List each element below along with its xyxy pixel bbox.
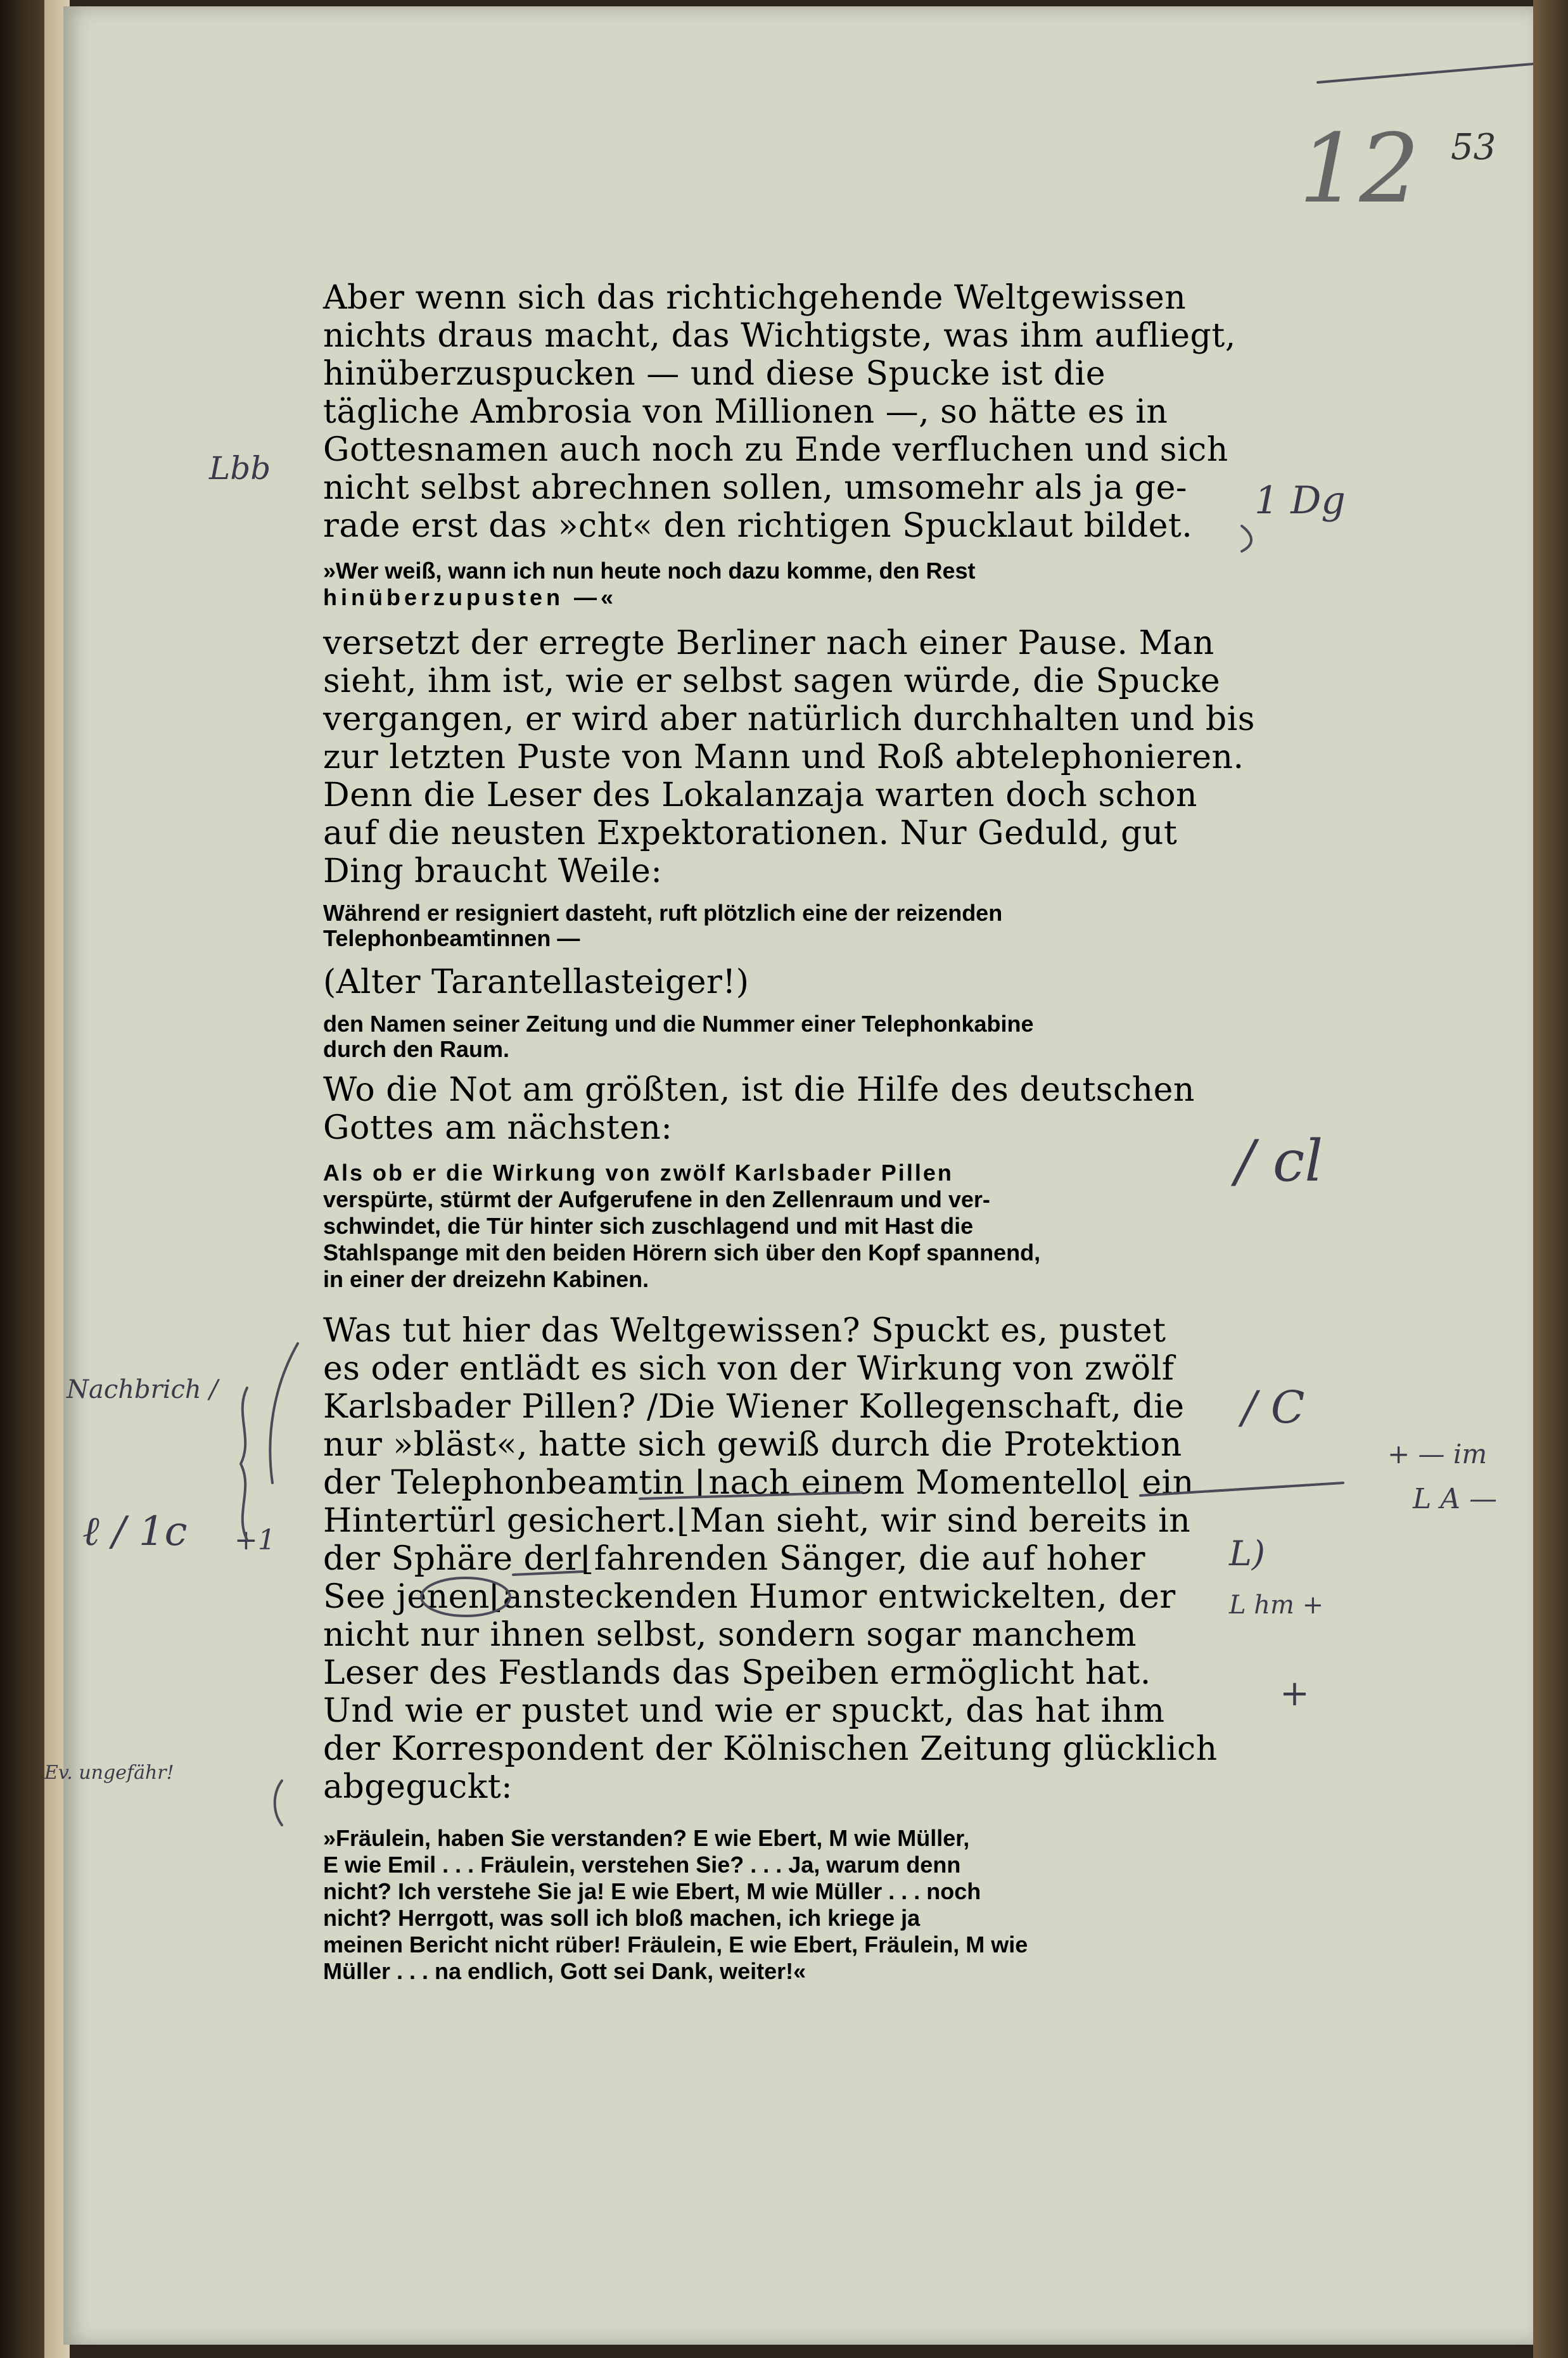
text-line: der Telephonbeamtin ⌊nach einem Momentello⌊ ein: [323, 1464, 1194, 1502]
text-line: es oder entlädt es sich von der Wirkung von zwölf: [323, 1350, 1175, 1388]
margin-note: + — im: [1387, 1439, 1488, 1470]
margin-note: Ev. ungefähr!: [44, 1762, 174, 1784]
text-line: Wo die Not am größten, ist die Hilfe des deutschen: [323, 1071, 1195, 1109]
page-number-handwritten: 12: [1299, 114, 1420, 224]
text-line: den Namen seiner Zeitung und die Nummer einer Telephonkabine: [323, 1011, 1034, 1037]
text-line: nicht nur ihnen selbst, sondern sogar manchem: [323, 1616, 1137, 1654]
text-line: sieht, ihm ist, wie er selbst sagen würde, die Spucke: [323, 662, 1221, 700]
ink-circle: [421, 1578, 510, 1616]
text-line: nicht selbst abrechnen sollen, umsomehr als ja ge-: [323, 469, 1187, 507]
margin-note: Lbb: [209, 450, 271, 487]
text-line: vergangen, er wird aber natürlich durchhalten und bis: [323, 700, 1255, 738]
text-line: zur letzten Puste von Mann und Roß abtelephonieren.: [323, 738, 1244, 776]
text-line: verspürte, stürmt der Aufgerufene in den Zellenraum und ver-: [323, 1186, 990, 1212]
text-line: der Sphäre der⌊fahrenden Sänger, die auf hoher: [323, 1540, 1145, 1578]
text-line: Und wie er pustet und wie er spuckt, das hat ihm: [323, 1692, 1165, 1730]
text-line: Leser des Festlands das Speiben ermöglicht hat.: [323, 1654, 1151, 1692]
book-cover-edge: [1533, 0, 1568, 2358]
text-line: Gottesnamen auch noch zu Ende verfluchen und sich: [323, 431, 1228, 469]
margin-note: / cl: [1235, 1128, 1323, 1195]
text-line: nur »bläst«, hatte sich gewiß durch die Protektion: [323, 1426, 1182, 1464]
margin-note: Nachbrich /: [67, 1375, 218, 1404]
text-line: rade erst das »cht« den richtigen Spucklaut bildet.: [323, 507, 1193, 545]
page-number-small: 53: [1451, 127, 1496, 168]
text-line: Denn die Leser des Lokalanzaja warten doch schon: [323, 776, 1198, 814]
handwritten-marks: [63, 6, 1533, 2345]
text-line: schwindet, die Tür hinter sich zuschlagend und mit Hast die: [323, 1213, 974, 1239]
text-line: durch den Raum.: [323, 1036, 510, 1062]
margin-note: L A —: [1413, 1483, 1497, 1515]
text-line: nicht? Ich verstehe Sie ja! E wie Ebert, M wie Müller . . . noch: [323, 1878, 981, 1904]
text-line: Als ob er die Wirkung von zwölf Karlsbader Pillen: [323, 1160, 953, 1186]
margin-note: +1: [234, 1524, 276, 1556]
text-line: Karlsbader Pillen? /Die Wiener Kollegenschaft, die: [323, 1388, 1185, 1426]
text-line: versetzt der erregte Berliner nach einer Pause. Man: [323, 624, 1214, 662]
text-line: Was tut hier das Weltgewissen? Spuckt es, pustet: [323, 1312, 1166, 1350]
text-line: auf die neusten Expektorationen. Nur Geduld, gut: [323, 814, 1178, 852]
margin-note: +: [1280, 1673, 1310, 1714]
strike-through: [640, 1492, 862, 1499]
ink-stroke: [1242, 526, 1251, 551]
text-line: Telephonbeamtinnen —: [323, 925, 580, 951]
ink-bracket: [241, 1388, 247, 1540]
text-line: meinen Bericht nicht rüber! Fräulein, E wie Ebert, Fräulein, M wie: [323, 1932, 1028, 1958]
strike-through: [513, 1572, 583, 1575]
document-page: [44, 6, 1533, 2345]
text-line: E wie Emil . . . Fräulein, verstehen Sie? . . . Ja, warum denn: [323, 1852, 961, 1878]
ink-stroke: [1318, 63, 1533, 82]
text-line: Ding braucht Weile:: [323, 852, 663, 890]
text-line: nicht? Herrgott, was soll ich bloß machen, ich kriege ja: [323, 1905, 921, 1931]
ink-bracket: [270, 1343, 298, 1483]
text-line: hinüberzuspucken — und diese Spucke ist die: [323, 355, 1106, 393]
text-line: Stahlspange mit den beiden Hörern sich über den Kopf spannend,: [323, 1240, 1041, 1266]
text-line: Gottes am nächsten:: [323, 1109, 673, 1147]
text-line: Aber wenn sich das richtichgehende Weltgewissen: [323, 279, 1187, 317]
text-line: in einer der dreizehn Kabinen.: [323, 1266, 649, 1292]
text-line: See jenen⌊ansteckenden Humor entwickelten, der: [323, 1578, 1176, 1616]
text-line: der Korrespondent der Kölnischen Zeitung glücklich: [323, 1730, 1218, 1768]
text-line: Hintertürl gesichert.⌊Man sieht, wir sind bereits in: [323, 1502, 1191, 1540]
text-line: hinüberzupusten —«: [323, 584, 618, 610]
text-line: Müller . . . na endlich, Gott sei Dank, weiter!«: [323, 1958, 806, 1984]
text-line: tägliche Ambrosia von Millionen —, so hätte es in: [323, 393, 1168, 431]
ink-bracket: [275, 1781, 282, 1825]
text-line: Während er resigniert dasteht, ruft plötzlich eine der reizenden: [323, 900, 1003, 926]
text-line: nichts draus macht, das Wichtigste, was ihm aufliegt,: [323, 317, 1236, 355]
margin-note: ℓ / 1c: [82, 1508, 188, 1555]
text-line: abgeguckt:: [323, 1768, 513, 1806]
strike-through: [1140, 1483, 1343, 1496]
book-spine: [0, 0, 44, 2358]
interjection: (Alter Tarantellasteiger!): [323, 963, 749, 1001]
margin-note: / C: [1242, 1381, 1305, 1433]
margin-note: L): [1229, 1534, 1265, 1573]
text-line: »Wer weiß, wann ich nun heute noch dazu komme, den Rest: [323, 558, 976, 584]
margin-note: L hm +: [1229, 1591, 1324, 1620]
text-line: »Fräulein, haben Sie verstanden? E wie Ebert, M wie Müller,: [323, 1825, 970, 1851]
margin-note: 1 Dg: [1254, 478, 1346, 523]
